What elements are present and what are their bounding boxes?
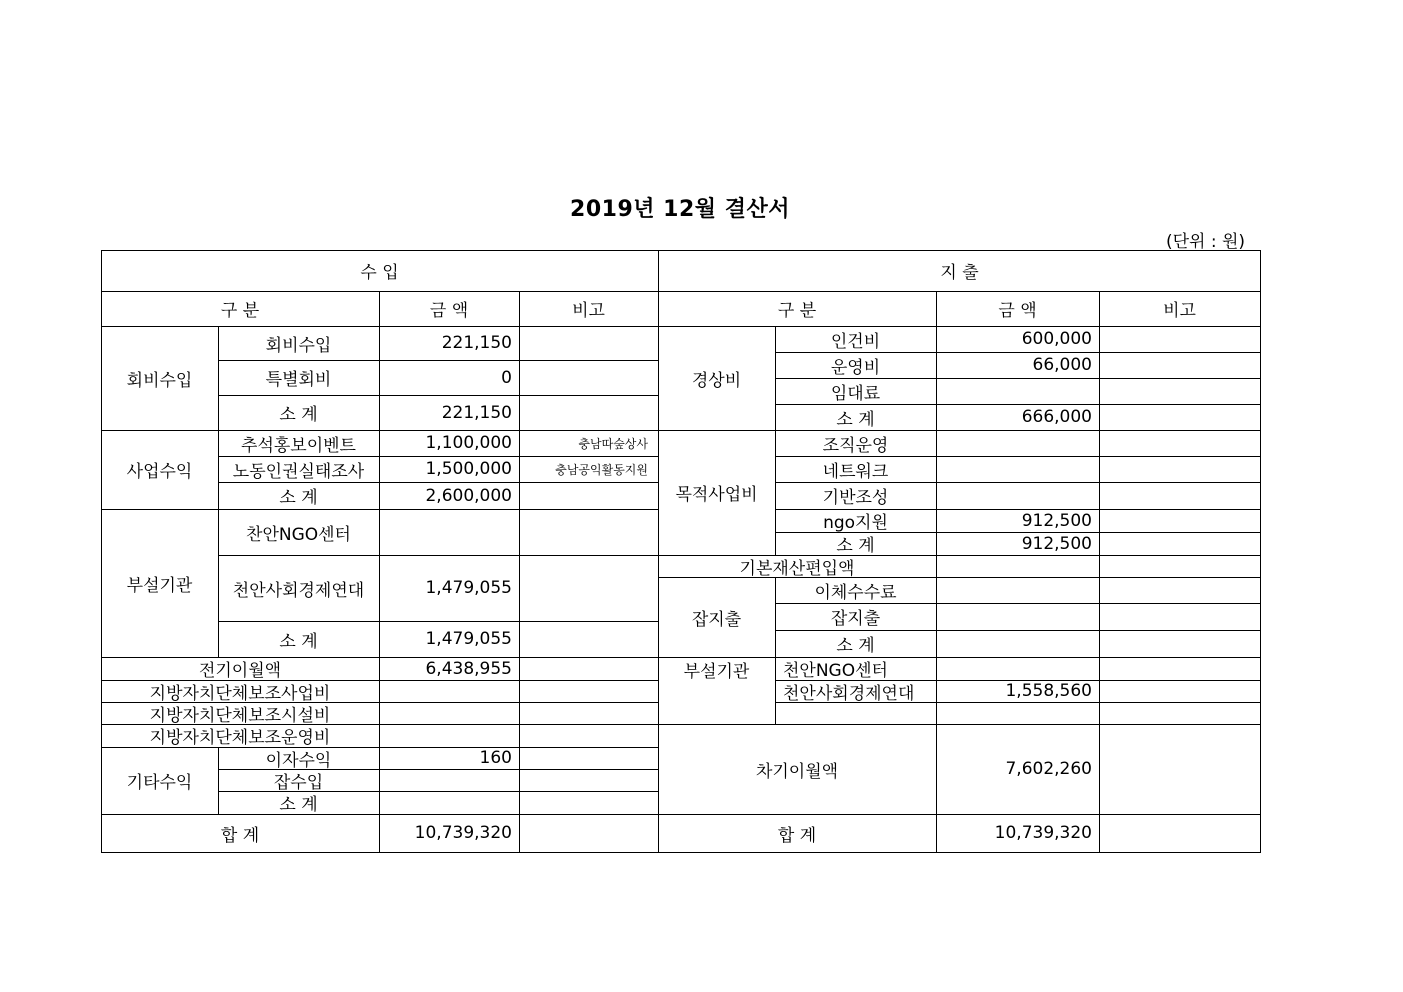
- income-note-header: 비고: [572, 301, 605, 321]
- expense-item-label: 천안사회경제연대: [783, 683, 915, 702]
- income-header: 수 입: [360, 263, 399, 283]
- income-item-note: 충남따숲상사: [578, 436, 648, 451]
- income-amount-header: 금 액: [429, 301, 469, 321]
- expense-fund-transfer-label: 기본재산편입액: [739, 558, 855, 577]
- expense-next-carryover-label: 차기이월액: [755, 761, 839, 782]
- expense-item-amount: 600,000: [1021, 329, 1092, 349]
- unit-label: (단위 : 원): [1166, 232, 1246, 252]
- expense-subtotal-amount: [936, 630, 1099, 657]
- income-subtotal-amount: 221,150: [441, 402, 512, 423]
- income-group-affiliated: 부설기관: [126, 575, 193, 596]
- expense-item-label: 조직운영: [822, 435, 889, 456]
- expense-item-label: 인건비: [830, 331, 881, 352]
- expense-item-amount: [936, 577, 1099, 603]
- expense-group-purpose: 목적사업비: [675, 485, 758, 505]
- expense-item-amount: 912,500: [1021, 510, 1092, 531]
- expense-fund-transfer-amount: [936, 555, 1099, 577]
- page-title: 2019년 12월 결산서: [570, 197, 790, 222]
- expense-subtotal-label: 소 계: [836, 636, 875, 656]
- expense-group-misc: 잡지출: [691, 609, 742, 630]
- income-carryover-amount: 6,438,955: [425, 658, 512, 679]
- income-item-amount: 221,150: [441, 333, 512, 353]
- income-item-amount: 0: [501, 367, 512, 388]
- expense-header: 지 출: [940, 263, 979, 283]
- income-item-amount: 1,479,055: [425, 578, 512, 598]
- income-category-header: 구 분: [220, 301, 260, 321]
- expense-item-label: 기반조성: [822, 488, 889, 508]
- income-gov-facility-amount: [379, 702, 519, 724]
- expense-item-amount: [936, 482, 1099, 509]
- expense-note-header: 비고: [1163, 301, 1196, 321]
- income-gov-business-amount: [379, 680, 519, 702]
- expense-item-label: 천안NGO센터: [783, 661, 888, 680]
- expense-subtotal-label: 소 계: [836, 409, 875, 430]
- income-gov-operation-label: 지방자치단체보조운영비: [149, 728, 331, 747]
- income-item-note: 충남공익활동지원: [555, 462, 648, 477]
- income-gov-business-label: 지방자치단체보조사업비: [149, 683, 331, 702]
- income-total-label: 합 계: [220, 825, 260, 846]
- expense-total-amount: 10,739,320: [994, 823, 1092, 843]
- expense-subtotal-amount: 666,000: [1021, 407, 1092, 427]
- income-item-label: 노동인권실태조사: [232, 461, 365, 482]
- expense-amount-header: 금 액: [998, 301, 1037, 321]
- income-group-business: 사업수익: [126, 462, 193, 482]
- income-group-other: 기타수익: [126, 773, 193, 793]
- income-gov-facility-label: 지방자치단체보조시설비: [149, 705, 331, 724]
- income-subtotal-label: 소 계: [279, 795, 318, 814]
- expense-item-amount: [936, 430, 1099, 456]
- expense-item-amount: 66,000: [1032, 355, 1092, 375]
- income-subtotal-amount: [379, 791, 519, 814]
- income-item-label: 찬안NGO센터: [246, 524, 351, 545]
- income-item-amount: 1,500,000: [425, 459, 512, 479]
- expense-group-regular: 경상비: [691, 370, 742, 391]
- income-item-label: 추석홍보이벤트: [241, 435, 356, 456]
- income-item-label: 잡수입: [273, 772, 324, 791]
- expense-item-label: 운영비: [830, 357, 881, 378]
- expense-item-label: 잡지출: [830, 609, 881, 629]
- income-subtotal-amount: 2,600,000: [425, 485, 512, 506]
- expense-item-label: 이체수수료: [814, 582, 897, 603]
- expense-group-affiliated: 부설기관: [683, 662, 750, 682]
- income-item-amount: 1,100,000: [425, 433, 512, 453]
- income-item-label: 천안사회경제연대: [232, 580, 365, 601]
- income-item-amount: [379, 769, 519, 791]
- expense-next-carryover-amount: 7,602,260: [1005, 759, 1092, 779]
- expense-item-amount: [936, 657, 1099, 680]
- income-item-label: 이자수익: [265, 750, 332, 769]
- income-gov-operation-amount: [379, 724, 519, 747]
- income-item-label: 회비수입: [265, 335, 332, 356]
- expense-subtotal-label: 소 계: [836, 536, 875, 555]
- income-total-amount: 10,739,320: [414, 823, 512, 843]
- income-item-amount: [379, 509, 519, 555]
- expense-category-header: 구 분: [777, 301, 817, 321]
- income-subtotal-label: 소 계: [279, 405, 318, 425]
- expense-item-amount: 1,558,560: [1005, 681, 1092, 701]
- expense-item-amount: [936, 603, 1099, 630]
- income-item-amount: 160: [479, 748, 512, 768]
- income-subtotal-label: 소 계: [279, 488, 318, 508]
- income-subtotal-amount: 1,479,055: [425, 629, 512, 649]
- expense-total-label: 합 계: [777, 825, 817, 846]
- expense-item-label: 네트워크: [822, 461, 889, 482]
- income-subtotal-label: 소 계: [279, 631, 318, 652]
- income-group-membership: 회비수입: [126, 370, 193, 391]
- expense-item-label: ngo지원: [823, 513, 888, 532]
- expense-item-amount: [936, 378, 1099, 404]
- expense-subtotal-amount: 912,500: [1021, 533, 1092, 554]
- income-carryover-label: 전기이월액: [198, 661, 282, 680]
- income-item-label: 특별회비: [265, 370, 332, 390]
- expense-item-label: 임대료: [830, 383, 881, 404]
- expense-item-amount: [936, 456, 1099, 482]
